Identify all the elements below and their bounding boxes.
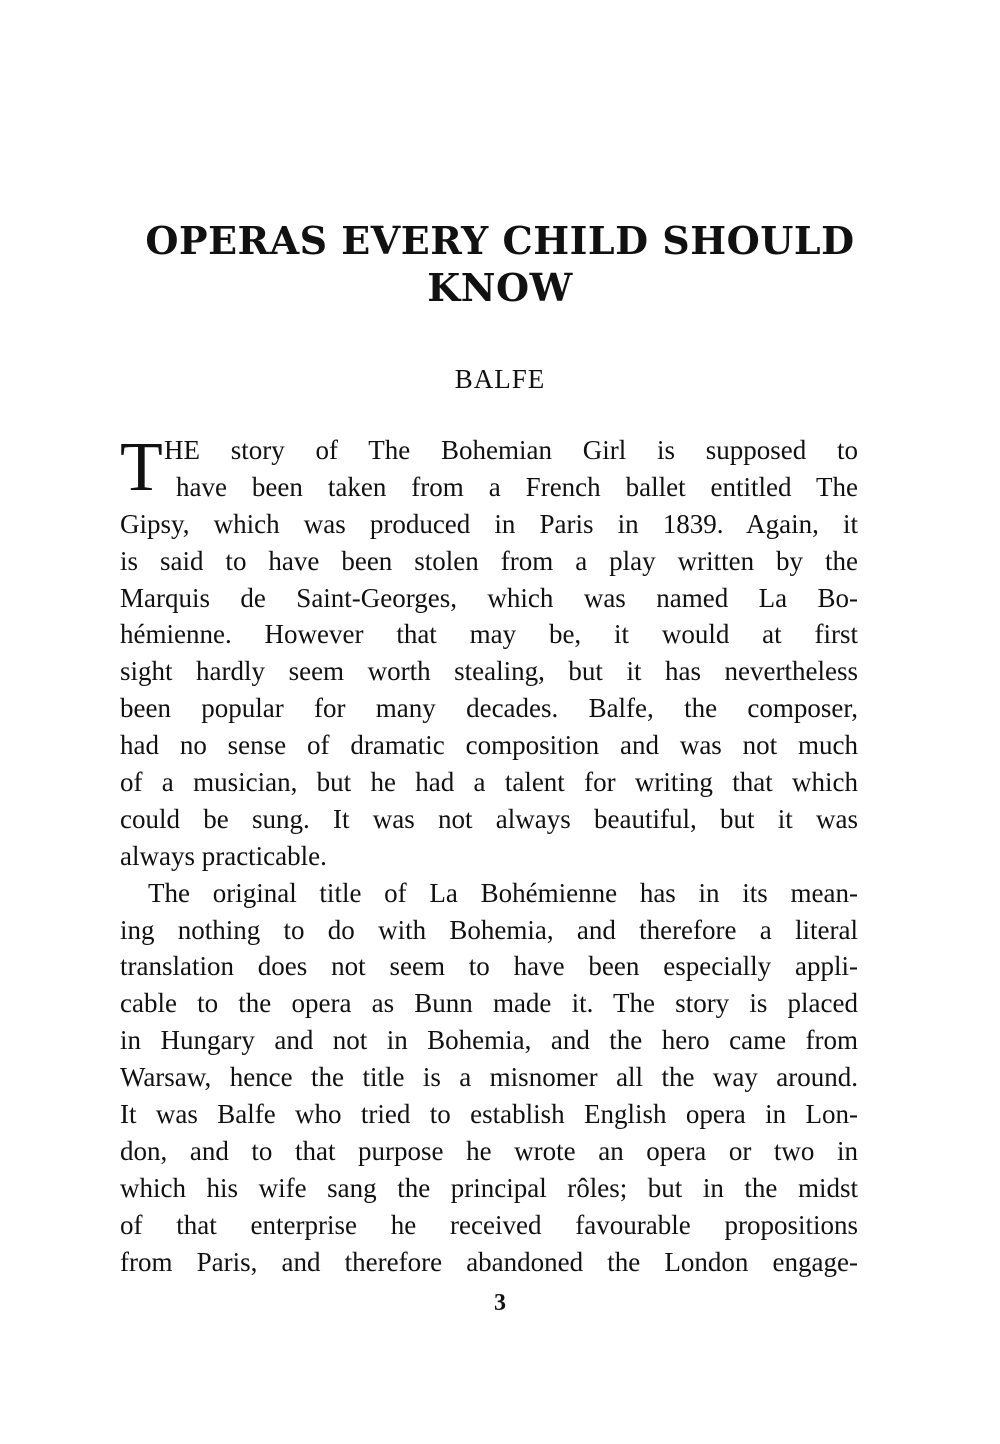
text-line: HE story of The Bohemian Girl is supposed to	[164, 435, 858, 465]
text-line: had no sense of dramatic composition and was not much	[120, 730, 858, 761]
text-line: have been taken from a French ballet entitled The	[176, 471, 858, 502]
text-line: translation does not seem to have been especially appli-	[120, 951, 858, 982]
text-line: sight hardly seem worth stealing, but it has nevertheless	[120, 656, 858, 687]
section-heading: BALFE	[454, 364, 546, 394]
text-line: Gipsy, which was produced in Paris in 1839. Again, it	[120, 508, 858, 539]
body-text	[120, 429, 858, 1280]
text-line: It was Balfe who tried to establish English opera in Lon-	[120, 1099, 858, 1130]
text-line: The original title of La Bohémienne has in its mean-	[148, 877, 858, 908]
text-line: is said to have been stolen from a play written by the	[120, 545, 858, 576]
text-line: Marquis de Saint-Georges, which was named La Bo-	[120, 582, 858, 613]
text-line: don, and to that purpose he wrote an opera or two in	[120, 1135, 858, 1166]
text-line: been popular for many decades. Balfe, the composer,	[120, 693, 858, 724]
text-line: which his wife sang the principal rôles; but in the midst	[120, 1172, 858, 1203]
text-line: of a musician, but he had a talent for writing that which	[120, 767, 858, 798]
text-line: of that enterprise he received favourable propositions	[120, 1209, 858, 1240]
text-line: hémienne. However that may be, it would at first	[120, 619, 858, 650]
paragraph-2	[120, 875, 858, 1281]
text-line: could be sung. It was not always beautiful, but it was	[120, 803, 858, 834]
book-title-line-2: KNOW	[427, 265, 573, 310]
drop-cap: T	[120, 429, 163, 506]
text-line: always practicable.	[120, 840, 327, 871]
paragraph-1	[120, 429, 858, 875]
text-line: Warsaw, hence the title is a misnomer all the way around.	[120, 1062, 858, 1093]
text-line: ing nothing to do with Bohemia, and therefore a literal	[120, 914, 858, 945]
text-line: from Paris, and therefore abandoned the London engage-	[120, 1246, 858, 1277]
page-number: 3	[494, 1290, 506, 1316]
book-title-line-1: OPERAS EVERY CHILD SHOULD	[145, 218, 855, 263]
text-line: in Hungary and not in Bohemia, and the hero came from	[120, 1025, 858, 1056]
text-line: cable to the opera as Bunn made it. The story is placed	[120, 988, 858, 1019]
